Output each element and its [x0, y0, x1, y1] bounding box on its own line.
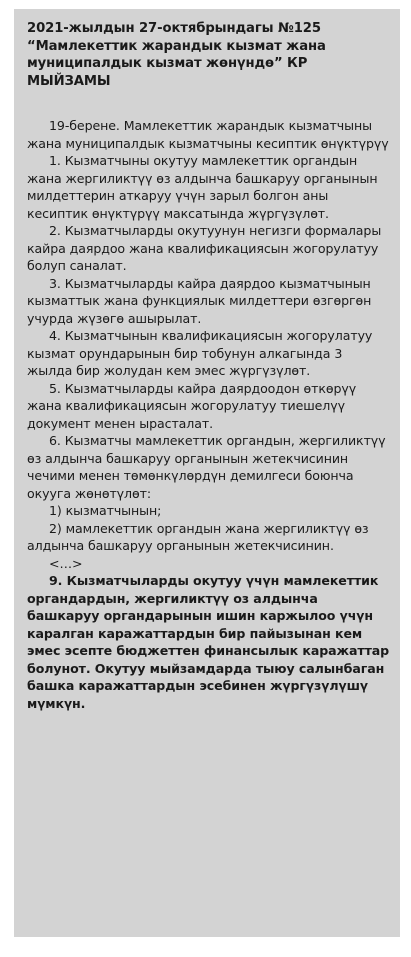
paragraph-5: 5. Кызматчыларды кайра даярдоодон өткөрүү жана квалификациясын жогорулатуу тиешелүү документ менен ырасталат.: [27, 380, 357, 431]
paragraph-9-bold: 9. Кызматчыларды окутуу үчүн мамлекеттик органдардын, жергиликтүү оз алдынча башкаруу органдарынын ишин каржылоо үчүн каралган каражаттардын бир пайызынан кем эмес эсепте бюджеттен финансылык каражаттар болунот. Окутуу мыйзамдарда тыюу салынбаган башка каражаттардын эсебинен жүргүзүлүшү мүмкүн.: [27, 573, 390, 711]
omission-marker: <…>: [49, 555, 83, 571]
document-title: 2021-жылдын 27-октябрындагы №125 “Мамлекеттик жарандык кызмат жана муниципалдык кызмат жөнүндө” КР МЫЙЗАМЫ: [27, 21, 326, 89]
paragraph-2: 2. Кызматчыларды окутуунун негизги формалары кайра даярдоо жана квалификациясын жогорулатуу болуп саналат.: [27, 223, 382, 274]
document-body: [27, 117, 390, 712]
list-item-1: 1) кызматчынын;: [49, 503, 162, 519]
paragraph-3: 3. Кызматчыларды кайра даярдоо кызматчынын кызматтык жана функциялык милдеттери өзгөргөн учурда жүзөгө ашырылат.: [27, 275, 372, 326]
list-item-2: 2) мамлекеттик органдын жана жергиликтүү өз алдынча башкаруу органынын жетекчисинин.: [27, 520, 369, 554]
document-panel: [14, 9, 400, 937]
article-heading: 19-берене. Мамлекеттик жарандык кызматчыны жана муниципалдык кызматчыны кесиптик өнүктүрүү: [27, 118, 389, 151]
paragraph-1: 1. Кызматчыны окутуу мамлекеттик органдын жана жергиликтүү өз алдынча башкаруу органынын милдеттерин аткаруу үчүн зарыл болгон аны кесиптик өнүктүрүү максатында жүргүзүлөт.: [27, 153, 378, 221]
paragraph-6: 6. Кызматчы мамлекеттик органдын, жергиликтүү өз алдынча башкаруу органынын жетекчисинин чечими менен төмөнкүлөрдүн демилгеси боюнча окууга жөнөтүлөт:: [27, 433, 386, 501]
paragraph-4: 4. Кызматчынын квалификациясын жогорулатуу кызмат орундарынын бир тобунун алкагында 3 жылда бир жолудан кем эмес жүргүзүлөт.: [27, 328, 373, 379]
